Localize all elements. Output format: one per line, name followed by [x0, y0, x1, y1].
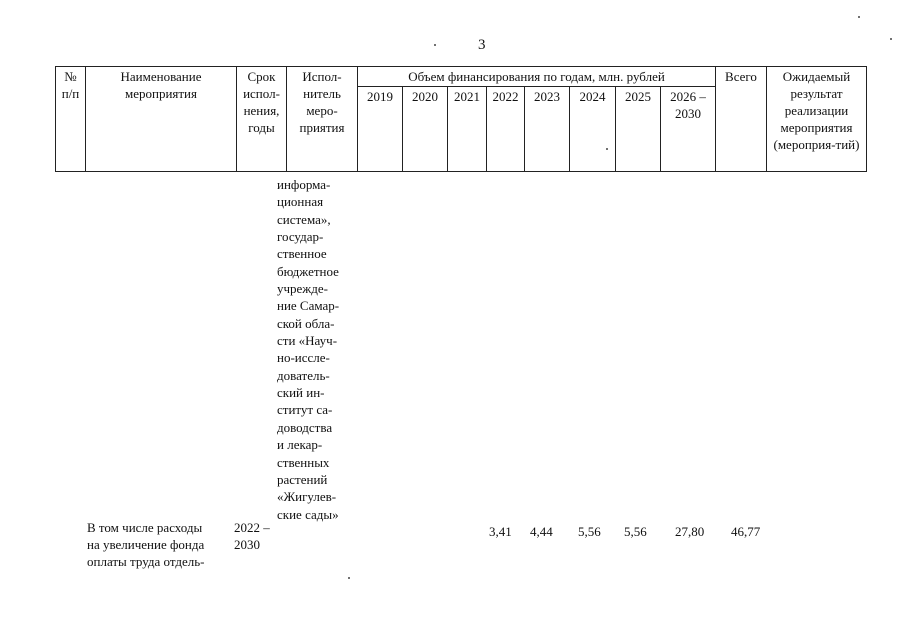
header-funding-group: Объем финансирования по годам, млн. рублей: [358, 67, 716, 87]
value-2026-2030: 27,80: [675, 524, 705, 539]
page-number: 3: [478, 37, 486, 53]
header-total: Всего: [716, 67, 767, 172]
executor-text: [277, 176, 349, 523]
funding-table-header: [55, 66, 867, 172]
executor-line: ственных: [277, 454, 330, 470]
row-name-text: [87, 519, 237, 570]
executor-line: ственное: [277, 246, 327, 262]
executor-line: дователь-: [277, 367, 330, 383]
row-period-line: 2030: [234, 537, 260, 552]
executor-line: ской обла-: [277, 315, 335, 331]
executor-line: система»,: [277, 211, 331, 227]
header-year-2025: 2025: [616, 87, 661, 172]
header-year-2021: 2021: [448, 87, 487, 172]
executor-line: ционная: [277, 194, 324, 210]
row-period: [234, 519, 270, 553]
executor-line: информа-: [277, 177, 331, 192]
header-year-2022: 2022: [487, 87, 525, 172]
row-name-line: В том числе расходы: [87, 520, 203, 535]
executor-line: и лекар-: [277, 437, 323, 453]
header-year-2020: 2020: [403, 87, 448, 172]
header-executor: Испол-нитель меро-приятия: [287, 67, 358, 172]
header-year-2026-2030: 2026 – 2030: [661, 87, 716, 172]
value-2025: 5,56: [624, 524, 647, 539]
value-2023: 4,44: [530, 524, 553, 539]
scan-speck: [348, 577, 350, 579]
row-period-line: 2022 –: [234, 520, 270, 535]
scan-speck: [606, 148, 608, 150]
value-2024: 5,56: [578, 524, 601, 539]
executor-line: но-иссле-: [277, 350, 330, 366]
executor-line: ститут са-: [277, 402, 333, 418]
executor-line: доводства: [277, 419, 333, 435]
executor-line: государ-: [277, 229, 324, 245]
scan-speck: [858, 16, 860, 18]
header-result: Ожидаемый результат реализации мероприятия (мероприя-тий): [767, 67, 867, 172]
executor-line: сти «Науч-: [277, 333, 338, 349]
row-name-line: на увеличение фонда: [87, 537, 205, 552]
executor-line: учрежде-: [277, 281, 329, 297]
value-total: 46,77: [731, 524, 761, 539]
executor-line: ский ин-: [277, 385, 325, 401]
header-no: № п/п: [56, 67, 86, 172]
header-year-2024: 2024: [570, 87, 616, 172]
header-year-2019: 2019: [358, 87, 403, 172]
row-name-line: оплаты труда отдель-: [87, 554, 205, 569]
header-name: Наименование мероприятия: [86, 67, 237, 172]
executor-line: растений: [277, 471, 328, 487]
scan-speck: [434, 44, 436, 46]
header-year-2023: 2023: [525, 87, 570, 172]
value-2022: 3,41: [489, 524, 512, 539]
executor-line: ские сады»: [277, 506, 339, 522]
executor-line: бюджетное: [277, 263, 339, 279]
scan-speck: [890, 38, 892, 40]
executor-line: «Жигулев-: [277, 489, 337, 505]
executor-line: ние Самар-: [277, 298, 340, 314]
header-term: Срок испол-нения, годы: [237, 67, 287, 172]
